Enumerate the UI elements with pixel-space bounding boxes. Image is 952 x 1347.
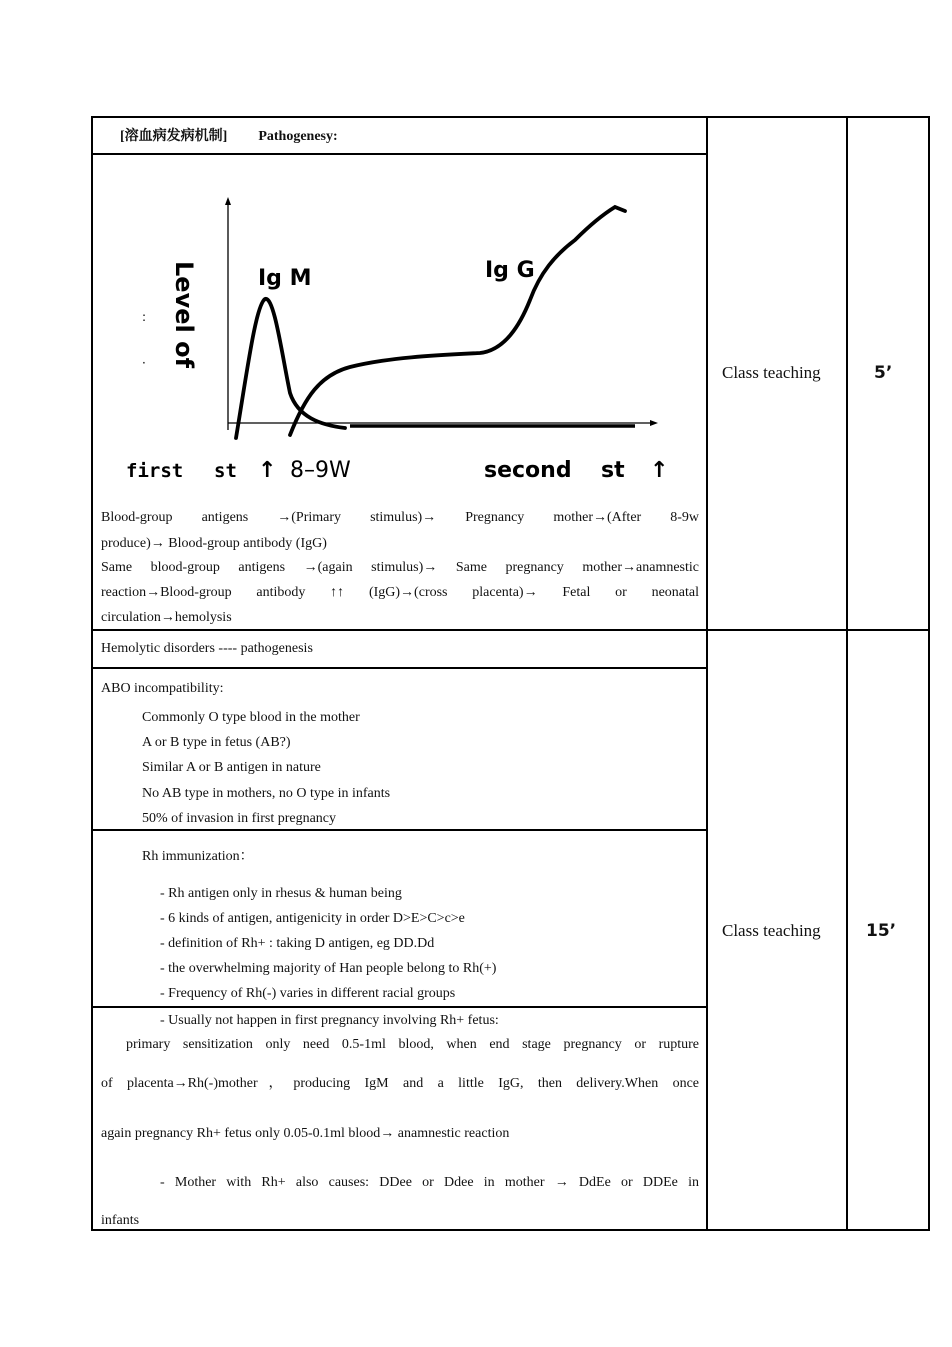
usual-line-2: of placenta→Rh(-)mother，producing IgM and a little IgG, then delivery.When once [101,1076,699,1091]
paragraph-primary-line-2: produce)→ Blood-group antibody (IgG) [101,536,327,551]
y-axis-label: Level of [170,261,198,369]
table-left-border [91,116,93,1231]
usual-line-5: infants [101,1213,140,1228]
abo-item: Similar A or B antigen in nature [142,760,321,775]
abo-item: 50% of invasion in first pregnancy [142,811,337,826]
x-annotation-st-2: st [601,458,625,483]
usual-first-line: - Usually not happen in first pregnancy involving Rh+ fetus: [160,1013,499,1028]
section-header [120,128,338,146]
rh-item: - 6 kinds of antigen, antigenicity in order D>E>C>c>e [160,911,465,926]
y-axis-arrow [225,197,231,205]
teaching-method-1: Class teaching [722,363,821,382]
x-annotation-second: second [484,458,572,483]
abo-item: Commonly O type blood in the mother [142,710,360,725]
abo-item: No AB type in mothers, no O type in infants [142,786,391,801]
col-divider-2 [846,116,848,1231]
rh-heading: Rh immunization： [142,849,254,864]
rh-item: - Frequency of Rh(-) varies in different racial groups [160,986,456,1001]
header-divider [91,153,708,155]
table-top-border [91,116,930,118]
paragraph-again-line-2: reaction→Blood-group antibody ↑↑ (IgG)→(cross placenta)→ Fetal or neonatal [101,585,699,600]
rh-item: - definition of Rh+ : taking D antigen, eg DD.Dd [160,936,435,951]
header-en: Pathogenesy: [258,129,338,144]
series-label-igm: Ig M [258,266,312,291]
faint-mark: : [142,310,147,324]
x-annotation-arrow-1: ↑ [258,458,277,483]
header-cn: [溶血病发病机制] [120,129,228,144]
rh-item: - Rh antigen only in rhesus & human being [160,886,402,901]
abo-heading: ABO incompatibility: [101,681,224,696]
col-divider-1 [706,116,708,1231]
time-allocation-2: 15’ [866,921,897,941]
x-annotation-arrow-2: ↑ [650,458,669,483]
igm-curve [236,299,345,438]
usual-line-1: primary sensitization only need 0.5-1ml blood, when end stage pregnancy or rupture [126,1037,699,1052]
title-divider [91,667,708,669]
abo-divider [91,829,708,831]
section-divider [91,629,930,631]
abo-item: A or B type in fetus (AB?) [142,735,291,750]
series-label-igg: Ig G [485,258,535,283]
x-axis-arrow [650,420,658,426]
table-bottom-border [91,1229,930,1231]
usual-line-3: again pregnancy Rh+ fetus only 0.05-0.1ml blood→ anamnestic reaction [101,1126,510,1141]
paragraph-again-line-3: circulation→hemolysis [101,610,232,625]
rh-divider [91,1006,708,1008]
faint-mark: · [142,356,146,370]
paragraph-primary-line-1: Blood-group antigens →(Primary stimulus)→ Pregnancy mother→(After 8-9w [101,510,699,525]
paragraph-again-line-1: Same blood-group antigens →(again stimulus)→ Same pregnancy mother→anamnestic [101,560,699,575]
usual-line-4: - Mother with Rh+ also causes: DDee or Ddee in mother → DdEe or DDEe in [160,1175,699,1190]
time-allocation-1: 5’ [874,363,893,383]
x-annotation-8-9w: 8–9W [290,458,351,483]
x-annotation-st-1: st [214,460,237,482]
section-title: Hemolytic disorders ---- pathogenesis [101,641,313,656]
igg-curve [290,207,625,435]
x-annotation-first: first [126,460,184,482]
teaching-method-2: Class teaching [722,921,821,940]
antibody-level-chart [110,185,690,495]
table-right-border [928,116,930,1231]
rh-item: - the overwhelming majority of Han people belong to Rh(+) [160,961,497,976]
